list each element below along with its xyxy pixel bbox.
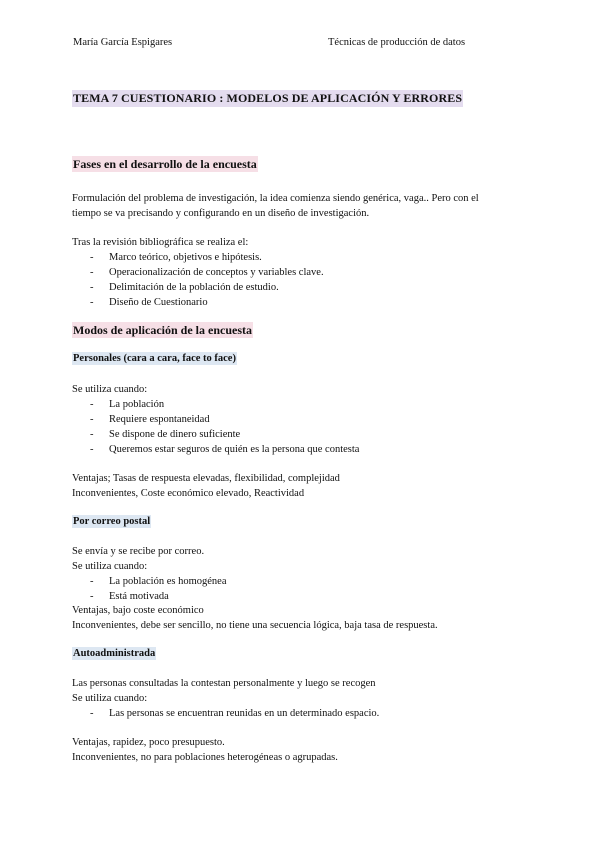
correo-ventajas: Ventajas, bajo coste económico [72,605,204,616]
list-item: - Operacionalización de conceptos y variables clave. [90,267,324,278]
heading-correo-text: Por correo postal [73,516,151,527]
heading-personales-text: Personales (cara a cara, face to face) [73,353,236,364]
fases-para2: Tras la revisión bibliográfica se realiza el: [72,237,249,248]
correo-intro: Se utiliza cuando: [72,561,148,572]
list-item: - La población [90,399,165,410]
heading-modos-text: Modos de aplicación de la encuesta [73,323,252,337]
list-item: - Diseño de Cuestionario [90,297,208,308]
list-item: - Se dispone de dinero suficiente [90,429,241,440]
auto-inconvenientes: Inconvenientes, no para poblaciones heterogéneas o agrupadas. [72,752,338,763]
personales-ventajas: Ventajas; Tasas de respuesta elevadas, flexibilidad, complejidad [72,473,340,484]
heading-fases [72,157,258,172]
personales-inconvenientes: Inconvenientes, Coste económico elevado, Reactividad [72,488,305,499]
heading-personales [72,353,237,364]
heading-autoadministrada-text: Autoadministrada [73,648,156,659]
personales-intro: Se utiliza cuando: [72,384,148,395]
page-header [73,37,540,51]
heading-correo [72,516,151,527]
heading-modos [72,323,253,338]
list-item: - Queremos estar seguros de quién es la persona que contesta [90,444,360,455]
auto-line1: Las personas consultadas la contestan personalmente y luego se recogen [72,678,376,689]
correo-inconvenientes: Inconvenientes, debe ser sencillo, no tiene una secuencia lógica, baja tasa de respuesta. [72,620,438,631]
fases-para1-line1: Formulación del problema de investigación, la idea comienza siendo genérica, vaga.. Pero con el [72,193,479,204]
header-subject: Técnicas de producción de datos [328,37,466,48]
list-item: - Requiere espontaneidad [90,414,210,425]
auto-ventajas: Ventajas, rapidez, poco presupuesto. [72,737,225,748]
auto-intro: Se utiliza cuando: [72,693,148,704]
list-item: - La población es homogénea [90,576,227,587]
list-item: - Delimitación de la población de estudio. [90,282,279,293]
list-item: - Está motivada [90,591,169,602]
document-title: TEMA 7 CUESTIONARIO : MODELOS DE APLICACIÓN Y ERRORES [73,91,463,105]
fases-para1-line2: tiempo se va precisando y configurando en un diseño de investigación. [72,208,370,219]
heading-autoadministrada [72,648,156,659]
list-item: - Marco teórico, objetivos e hipótesis. [90,252,262,263]
list-item: - Las personas se encuentran reunidas en un determinado espacio. [90,708,380,719]
heading-fases-text: Fases en el desarrollo de la encuesta [73,157,257,171]
header-author: María García Espigares [73,37,173,48]
correo-line1: Se envía y se recibe por correo. [72,546,205,557]
